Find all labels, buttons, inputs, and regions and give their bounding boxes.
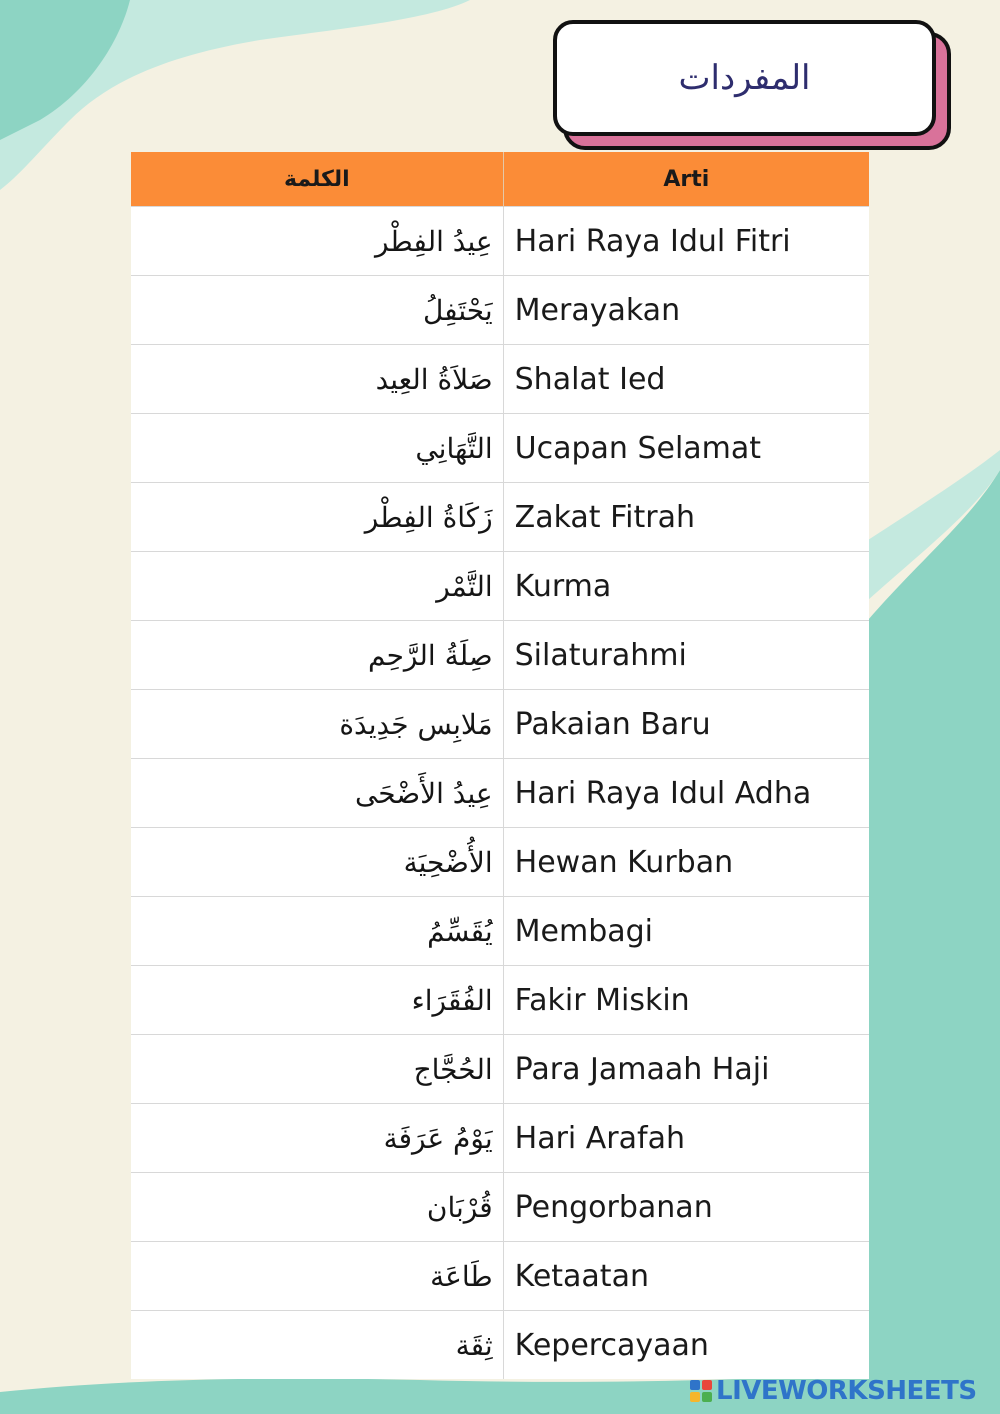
arabic-word: يَحْتَفِلُ (131, 276, 503, 345)
table-row (131, 759, 869, 828)
arabic-word: يُقَسِّمُ (131, 897, 503, 966)
word-meaning: Para Jamaah Haji (503, 1035, 869, 1104)
vocabulary-table (131, 152, 869, 1379)
word-meaning: Zakat Fitrah (503, 483, 869, 552)
logo-square (702, 1392, 712, 1402)
table-row (131, 414, 869, 483)
word-meaning: Kepercayaan (503, 1311, 869, 1380)
word-meaning: Fakir Miskin (503, 966, 869, 1035)
logo-square (690, 1392, 700, 1402)
word-meaning: Pakaian Baru (503, 690, 869, 759)
header-arabic: الكلمة (131, 152, 503, 207)
word-meaning: Hari Raya Idul Adha (503, 759, 869, 828)
table-header-row (131, 152, 869, 207)
word-meaning: Ketaatan (503, 1242, 869, 1311)
table-row (131, 345, 869, 414)
arabic-word: التَّهَانِي (131, 414, 503, 483)
arabic-word: يَوْمُ عَرَفَة (131, 1104, 503, 1173)
table-row (131, 966, 869, 1035)
table-row (131, 552, 869, 621)
word-meaning: Kurma (503, 552, 869, 621)
table-row (131, 690, 869, 759)
word-meaning: Hari Raya Idul Fitri (503, 207, 869, 276)
title-card (553, 20, 953, 155)
arabic-word: التَّمْر (131, 552, 503, 621)
table-row (131, 1104, 869, 1173)
word-meaning: Merayakan (503, 276, 869, 345)
watermark-text: LIVEWORKSHEETS (716, 1376, 977, 1406)
arabic-word: مَلابِس جَدِيدَة (131, 690, 503, 759)
table-row (131, 897, 869, 966)
arabic-word: صِلَةُ الرَّحِم (131, 621, 503, 690)
arabic-word: صَلاَةُ العِيد (131, 345, 503, 414)
word-meaning: Hari Arafah (503, 1104, 869, 1173)
table-row (131, 1242, 869, 1311)
table-row (131, 207, 869, 276)
arabic-word: قُرْبَان (131, 1173, 503, 1242)
arabic-word: الحُجَّاج (131, 1035, 503, 1104)
header-meaning: Arti (503, 152, 869, 207)
word-meaning: Silaturahmi (503, 621, 869, 690)
liveworksheets-watermark (690, 1374, 977, 1408)
arabic-word: عِيدُ الأَضْحَى (131, 759, 503, 828)
liveworksheets-logo-icon (690, 1380, 712, 1402)
word-meaning: Membagi (503, 897, 869, 966)
arabic-word: ثِقَة (131, 1311, 503, 1380)
table-row (131, 828, 869, 897)
arabic-word: عِيدُ الفِطْر (131, 207, 503, 276)
arabic-word: طَاعَة (131, 1242, 503, 1311)
title-card-front (553, 20, 936, 136)
arabic-word: زَكَاةُ الفِطْر (131, 483, 503, 552)
table-row (131, 1311, 869, 1380)
page-title: المفردات (678, 58, 811, 98)
table-row (131, 1173, 869, 1242)
arabic-word: الأُضْحِيَة (131, 828, 503, 897)
logo-square (702, 1380, 712, 1390)
arabic-word: الفُقَرَاء (131, 966, 503, 1035)
word-meaning: Shalat Ied (503, 345, 869, 414)
word-meaning: Hewan Kurban (503, 828, 869, 897)
word-meaning: Ucapan Selamat (503, 414, 869, 483)
logo-square (690, 1380, 700, 1390)
table-row (131, 276, 869, 345)
table-row (131, 1035, 869, 1104)
table-row (131, 621, 869, 690)
word-meaning: Pengorbanan (503, 1173, 869, 1242)
table-row (131, 483, 869, 552)
